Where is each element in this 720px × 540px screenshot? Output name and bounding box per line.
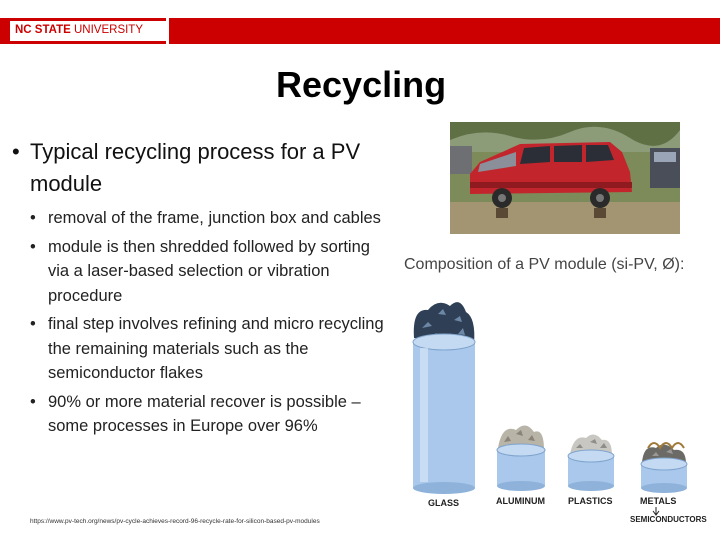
bullet-dot-icon: • [30,315,36,333]
aluminum-container [497,425,545,491]
label-plastics: PLASTICS [568,496,613,506]
bullet-dot-icon: • [30,209,36,227]
label-glass: GLASS [428,498,460,508]
sub-bullet-text: module is then shredded followed by sorting via a laser-based selection or vibration procedure [48,237,370,305]
logo-light-text: UNIVERSITY [70,24,144,36]
banner-divider [166,18,169,44]
label-semiconductors: SEMICONDUCTORS [630,515,707,524]
slide-title: Recycling [276,64,447,105]
header-banner [0,18,720,44]
sub-bullet-text: removal of the frame, junction box and cables [48,209,381,227]
sub-bullet-text: final step involves refining and micro recycling the remaining materials such as the semiconductor flakes [48,315,384,382]
pv-composition-figure [398,248,720,540]
composition-graphic [398,248,720,540]
label-aluminum: ALUMINUM [496,496,545,506]
sub-bullet [12,390,392,439]
glass-container [413,302,475,494]
plastics-container [568,434,614,491]
bullet-dot-icon: • [30,392,36,411]
arrow-down-icon [653,507,659,515]
source-citation: https://www.pv-tech.org/news/pv-cycle-achieves-record-96-recycle-rate-for-silicon-based-pv-modules [30,518,320,525]
main-bullet [12,136,392,200]
university-logo [10,21,166,41]
bullet-list [12,136,392,443]
logo-bold-text: NC STATE [15,24,71,36]
bullet-dot-icon: • [30,237,36,256]
sub-bullet-list [12,206,392,439]
label-metals: METALS [640,496,677,506]
composition-title: Composition of a PV module (si-PV, Ø): [404,256,685,273]
main-bullet-text: Typical recycling process for a PV module [30,139,361,196]
junkyard-car-photo [450,122,680,234]
bullet-dot-icon: • [12,139,20,164]
sub-bullet-text: 90% or more material recover is possible – some processes in Europe over 96% [48,392,361,435]
sub-bullet [12,235,392,309]
metals-container [641,443,687,493]
sub-bullet [12,312,392,386]
sub-bullet [12,206,392,231]
